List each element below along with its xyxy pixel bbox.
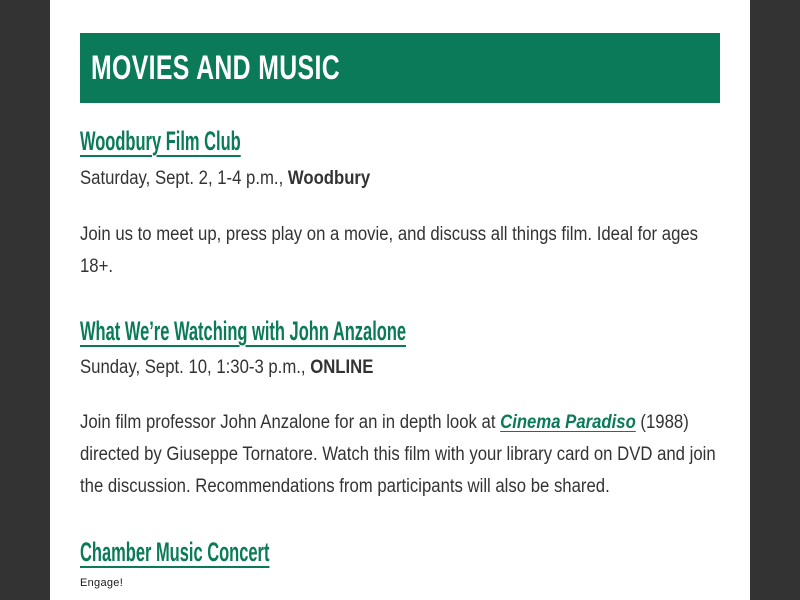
event-datetime: Saturday, Sept. 2, 1-4 p.m.,: [80, 168, 288, 189]
description-text-after-link: (1988) directed by Giuseppe Tornatore. Watch this film with your library card on DVD and join the discussion. Recommendations from participants will also be shared.: [80, 412, 716, 497]
description-text-before-link: Join film professor John Anzalone for an in depth look at: [80, 412, 501, 433]
event-dateline: [80, 168, 720, 190]
newsletter-page: [50, 0, 750, 600]
event-location: ONLINE: [310, 357, 374, 378]
event-heading-what-were-watching: [80, 315, 720, 347]
event-link-what-were-watching[interactable]: What We’re Watching with John Anzalone: [80, 316, 407, 346]
event-description: Join us to meet up, press play on a movie, and discuss all things film. Ideal for ages 18+.: [80, 224, 699, 277]
event-description: [80, 407, 718, 503]
event-heading-woodbury-film-club: [80, 125, 720, 157]
engage-label: Engage!: [80, 577, 124, 589]
section-banner: [80, 33, 720, 103]
event-location: Woodbury: [287, 168, 371, 189]
page-content: [50, 125, 750, 589]
banner-title: MOVIES AND MUSIC: [91, 48, 340, 87]
event-link-woodbury-film-club[interactable]: Woodbury Film Club: [80, 126, 241, 156]
event-heading-chamber-music-concert: [80, 536, 720, 568]
event-dateline: [80, 357, 720, 379]
event-datetime: Sunday, Sept. 10, 1:30-3 p.m.,: [80, 357, 311, 378]
cinema-paradiso-link[interactable]: Cinema Paradiso: [500, 412, 636, 433]
event-link-chamber-music-concert[interactable]: Chamber Music Concert: [80, 537, 270, 567]
